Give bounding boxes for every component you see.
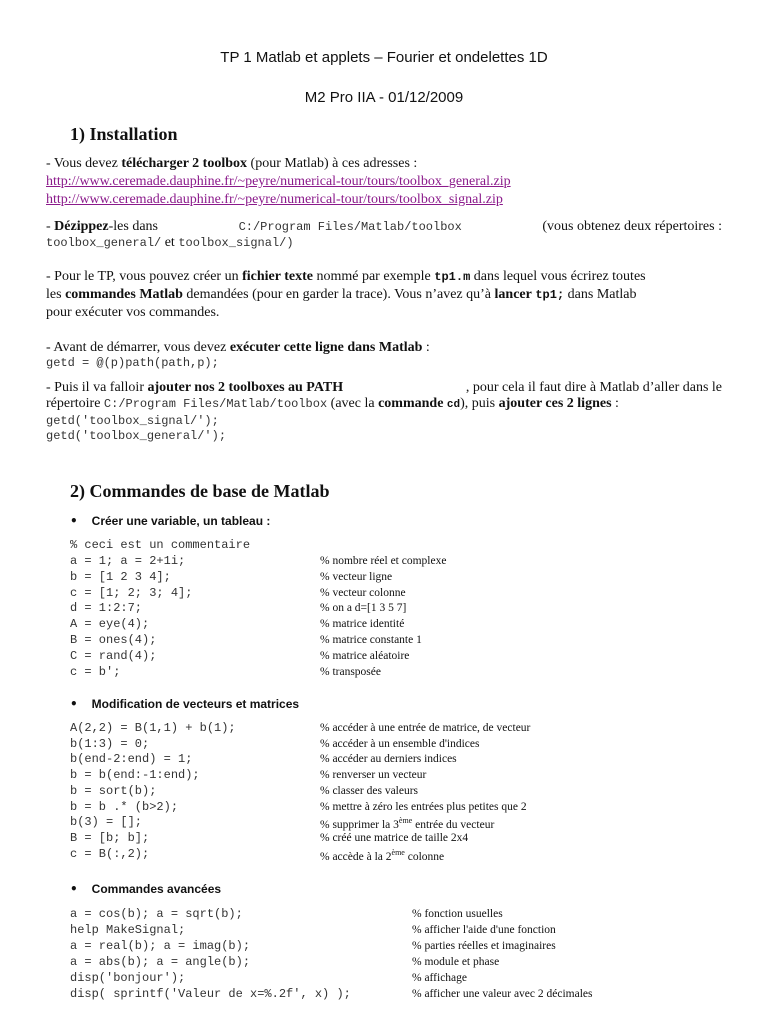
code-comment: % supprimer la 3ème entrée du vecteur [320, 816, 495, 832]
code-line: b = b(end:-1:end); [70, 768, 200, 783]
code-line: B = ones(4); [70, 633, 157, 647]
code-comment: % mettre à zéro les entrées plus petites que 2 [320, 800, 527, 813]
code-comment: % fonction usuelles [412, 908, 503, 920]
code-comment-intro: % ceci est un commentaire [70, 538, 251, 552]
section-heading-basic-commands: 2) Commandes de base de Matlab [70, 481, 330, 501]
code-getd-general: getd('toolbox_general/'); [46, 429, 227, 443]
code-comment: % vecteur ligne [320, 570, 393, 583]
code-comment: % parties réelles et imaginaires [412, 940, 556, 952]
code-comment: % matrice identité [320, 618, 405, 631]
paragraph-add-path: - Puis il va falloir ajouter nos 2 toolboxes au PATH , pour cela il faut dire à Matlab d’aller dans le répertoire C:/Program Files/Matlab/toolbox (avec la commande cd), puis ajouter ces 2 lignes : [46, 380, 722, 411]
code-line: b(1:3) = 0; [70, 736, 150, 751]
subsection-modify-vectors: • Modification de vecteurs et matrices [70, 697, 300, 711]
code-line: c = B(:,2); [70, 846, 150, 861]
code-comment: % accède à la 2ème colonne [320, 847, 445, 863]
code-line: C = rand(4); [70, 648, 157, 663]
code-line: c = b'; [70, 664, 121, 679]
code-comment: % on a d=[1 3 5 7] [320, 602, 407, 615]
document-subtitle: M2 Pro IIA - 01/12/2009 [304, 89, 464, 106]
section-heading-installation: 1) Installation [70, 124, 178, 144]
code-comment: % afficher l'aide d'une fonction [412, 924, 556, 936]
code-line: a = cos(b); a = sqrt(b); [70, 907, 243, 921]
code-line: a = real(b); a = imag(b); [70, 939, 251, 953]
subsection-advanced-commands: • Commandes avancées [70, 882, 222, 896]
code-line: a = 1; a = 2+1i; [70, 554, 186, 568]
code-comment: % classer des valeurs [320, 784, 419, 797]
paragraph-download: - Vous devez télécharger 2 toolbox (pour Matlab) à ces adresses : [46, 156, 418, 171]
bullet-icon: • [70, 882, 78, 896]
code-line: b(end-2:end) = 1; [70, 752, 193, 767]
code-line: b = b .* (b>2); [70, 799, 179, 814]
code-line: b(3) = []; [70, 815, 143, 830]
code-line: b = [1 2 3 4]; [70, 569, 171, 584]
code-line: help MakeSignal; [70, 923, 186, 937]
paragraph-unzip: - Dézippez-les dans C:/Program Files/Matlab/toolbox (vous obtenez deux répertoires : toolbox_general/ et toolbox_signal/) [46, 219, 722, 250]
code-comment: % nombre réel et complexe [320, 555, 447, 567]
toolbox-general-link[interactable]: http://www.ceremade.dauphine.fr/~peyre/numerical-tour/tours/toolbox_general.zip [46, 174, 511, 189]
code-comment: % afficher une valeur avec 2 décimales [412, 988, 593, 1000]
code-line: disp('bonjour'); [70, 971, 186, 985]
code-line: b = sort(b); [70, 783, 157, 798]
code-comment: % accéder au derniers indices [320, 753, 457, 766]
bullet-icon: • [70, 697, 78, 711]
code-comment: % renverser un vecteur [320, 769, 427, 782]
code-line: disp( sprintf('Valeur de x=%.2f', x) ); [70, 987, 351, 1001]
code-line: d = 1:2:7; [70, 601, 143, 616]
code-line: A(2,2) = B(1,1) + b(1); [70, 721, 236, 735]
code-comment: % matrice constante 1 [320, 634, 422, 646]
code-line: a = abs(b); a = angle(b); [70, 955, 251, 969]
code-comment: % vecteur colonne [320, 586, 406, 599]
document-title: TP 1 Matlab et applets – Fourier et ondelettes 1D [220, 49, 548, 66]
code-getd-define: getd = @(p)path(path,p); [46, 356, 219, 370]
toolbox-signal-link[interactable]: http://www.ceremade.dauphine.fr/~peyre/numerical-tour/tours/toolbox_signal.zip [46, 192, 503, 207]
code-getd-signal: getd('toolbox_signal/'); [46, 414, 219, 428]
paragraph-text-file: - Pour le TP, vous pouvez créer un fichier texte nommé par exemple tp1.m dans lequel vous écrirez toutes les commandes Matlab demandées (pour en garder la trace). Vous n’avez qu’à lancer tp1; dans Matlab pour exécuter vos commandes. [46, 269, 646, 320]
code-line: c = [1; 2; 3; 4]; [70, 585, 193, 600]
code-comment: % accéder à une entrée de matrice, de vecteur [320, 722, 531, 734]
code-comment: % créé une matrice de taille 2x4 [320, 831, 469, 844]
code-comment: % affichage [412, 972, 468, 984]
code-comment: % matrice aléatoire [320, 649, 410, 662]
bullet-icon: • [70, 514, 78, 528]
code-line: A = eye(4); [70, 617, 150, 632]
code-comment: % module et phase [412, 956, 500, 968]
code-comment: % transposée [320, 665, 381, 678]
code-comment: % accéder à un ensemble d'indices [320, 737, 480, 750]
subsection-create-variable: • Créer une variable, un tableau : [70, 514, 271, 528]
paragraph-before-start: - Avant de démarrer, vous devez exécuter cette ligne dans Matlab : [46, 340, 430, 355]
code-line: B = [b; b]; [70, 830, 150, 845]
